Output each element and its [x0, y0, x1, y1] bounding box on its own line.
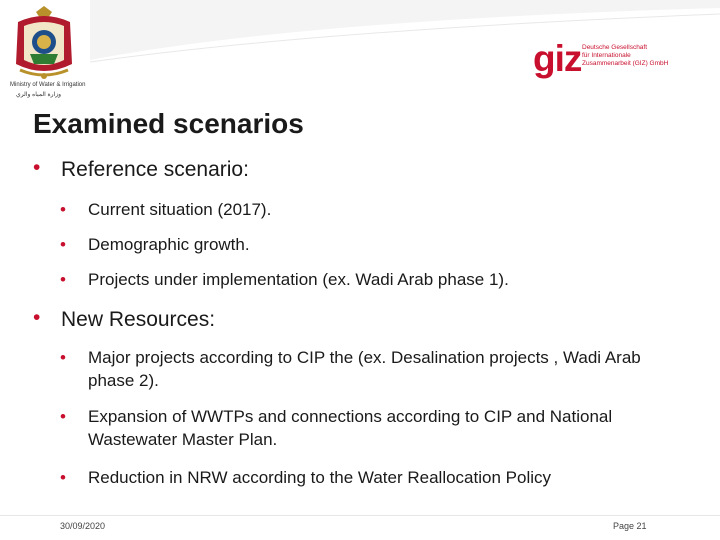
- bullet: •: [33, 156, 41, 179]
- list-item-text: Current situation (2017).: [88, 200, 272, 219]
- giz-logo: giz: [533, 38, 582, 79]
- bullet: •: [60, 407, 66, 426]
- list-item-text: Demographic growth.: [88, 235, 250, 254]
- bullet: •: [60, 468, 66, 487]
- list-item-text: Major projects according to CIP the (ex. Desalination projects , Wadi Arab phase 2).: [88, 348, 641, 390]
- jordan-coat-of-arms-logo: [8, 4, 80, 82]
- bullet: •: [60, 348, 66, 367]
- footer-date: 30/09/2020: [60, 521, 106, 531]
- bullet: •: [33, 306, 41, 329]
- giz-descriptor-line: für Internationale: [582, 52, 631, 59]
- bullet: •: [60, 200, 66, 219]
- slide-title: Examined scenarios: [33, 108, 304, 139]
- list-item-text: Expansion of WWTPs and connections according to CIP and National Wastewater Master Plan.: [88, 407, 613, 449]
- bullet: •: [60, 235, 66, 254]
- list-item-text: Projects under implementation (ex. Wadi Arab phase 1).: [88, 270, 509, 289]
- ministry-name-ar: وزارة المياه والري: [16, 92, 61, 98]
- section-label: New Resources:: [61, 308, 216, 331]
- giz-descriptor-line: Zusammenarbeit (GIZ) GmbH: [582, 60, 669, 67]
- section-label: Reference scenario:: [61, 158, 249, 181]
- ministry-name-en: Ministry of Water & Irrigation: [10, 82, 86, 88]
- giz-descriptor: [582, 44, 668, 68]
- giz-descriptor-line: Deutsche Gesellschaft: [582, 44, 648, 51]
- footer-divider: [0, 515, 720, 516]
- list-item-text: Reduction in NRW according to the Water Reallocation Policy: [88, 468, 551, 487]
- bullet: •: [60, 270, 66, 289]
- footer-page-number: Page 21: [613, 521, 647, 531]
